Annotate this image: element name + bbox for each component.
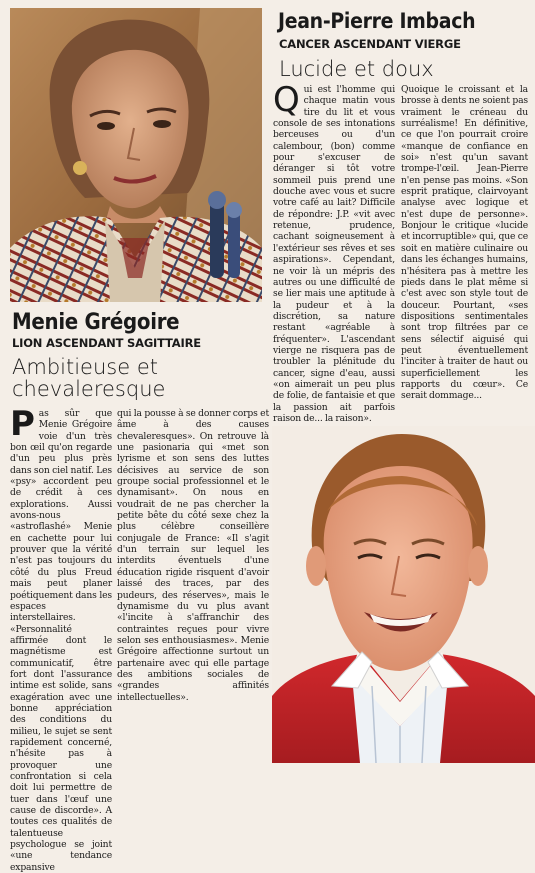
jp-name-heading: Jean-Pierre Imbach [278,9,476,33]
jp-article-title: Lucide et doux [279,57,434,81]
jean-pierre-imbach-photo [272,426,535,763]
menie-column-2-text: qui la pousse à se donner corps et âme à des causes chevaleresques». On retrouve là une pasionaria qui «met son lyrisme et son sens des luttes décisives au service de son groupe social professionnel et le dynamisant». On nous en voudrait de ne pas chercher la petite bête du côté sexe chez la plus célèbre conseillère conjugale de France: «Il s'agit d'un terrain sur lequel les interdits éventuels d'une éducation rigide risquent d'avoir laissé des traces, par des pudeurs, des réserves», mais le dynamisme du vu plus avant «l'incite à s'affranchir des contraintes reçues pour vivre selon ses enthousiasmes». Menie Grégoire affectionne surtout un partenaire avec qui elle partage des ambitions sociales de «grandes affinités intellectuelles». [117,408,269,703]
menie-gregoire-photo [10,8,262,302]
menie-astro-sign: LION ASCENDANT SAGITTAIRE [12,336,201,350]
menie-article-title: Ambitieuse et chevaleresque [12,355,166,402]
menie-name-heading: Menie Grégoire [12,310,180,335]
jp-column-2-text: Quoique le croissant et la brosse à dents ne soient pas vraiment le créneau du surréalisme! En définitive, ce que l'on pourrait croire «manque de confiance en soi» n'est qu'un savant trompe-l'œil. Jean-Pierre n'en pense pas moins. «Son esprit pratique, clairvoyant analyse avec logique et n'est dupe de personne». Bonjour le critique «lucide et incorruptible» qui, que ce soit en matière culinaire ou dans les échanges humains, n'hésitera pas à mettre les pieds dans le plat même si c'est avec son style tout de douceur. Pourtant, «ses dispositions sentimentales sont trop filtrées par ce sens sélectif aiguisé qui peut éventuellement l'inciter à traiter de haut ou superficiellement les rapports du cœur». Ce serait dommage... [401,84,528,402]
jp-portrait-image [272,426,535,763]
jp-column-1-text: ui est l'homme qui chaque matin vous tire du lit et vous console de ses intonations berceuses ou d'un calembour, (bon) comme pour s'excuser de déranger si tôt votre sommeil puis prend une douche avec vous et sucre votre café au lait? Difficile de répondre: J.P. «vit avec retenue, prudence, cachant soigneusement à l'extérieur ses rêves et ses aspirations». Cependant, ne voir là un mépris des autres ou une difficulté de se lier mais une aptitude à la pudeur et à la discrétion, sa nature restant «agréable à fréquenter». L'ascendant vierge ne risquera pas de troubler la plénitude du cancer, signe d'eau, aussi «on aimerait un peu plus de folie, de fantaisie et que la passion ait parfois raison de... la raison». [273,84,395,424]
menie-portrait-image [10,8,262,302]
jp-dropcap: Q [273,80,300,120]
jp-article-column-2 [401,84,528,424]
jp-article-column-1 [273,80,395,424]
menie-column-1-text: as sûr que Menie Grégoire voie d'un très bon œil qu'on regarde d'un peu plus près dans son ciel natif. Les «psy» accordent peu de crédit à ces explorations. Aussi avons-nous «astroflashé» Menie en cachette pour lui prouver que la vérité n'est pas toujours du côté du plus Freud mais peut planer poétiquement dans les espaces interstellaires. «Personnalité affirmée dont le magnétisme est communicatif, être fort dont l'assurance intime est solide, sans exagération avec une bonne appréciation des conditions du milieu, le sujet se sent rapidement concerné, n'hésite pas à provoquer une confrontation si cela doit lui permettre de tuer dans l'œuf une cause de discorde». A toutes ces qualités de talentueuse psychologue se joint «une tendance expansive [10,408,112,873]
menie-article-column-1 [10,404,112,873]
menie-article-column-2 [117,408,269,756]
menie-dropcap: P [10,404,35,444]
jp-astro-sign: CANCER ASCENDANT VIERGE [279,37,461,51]
